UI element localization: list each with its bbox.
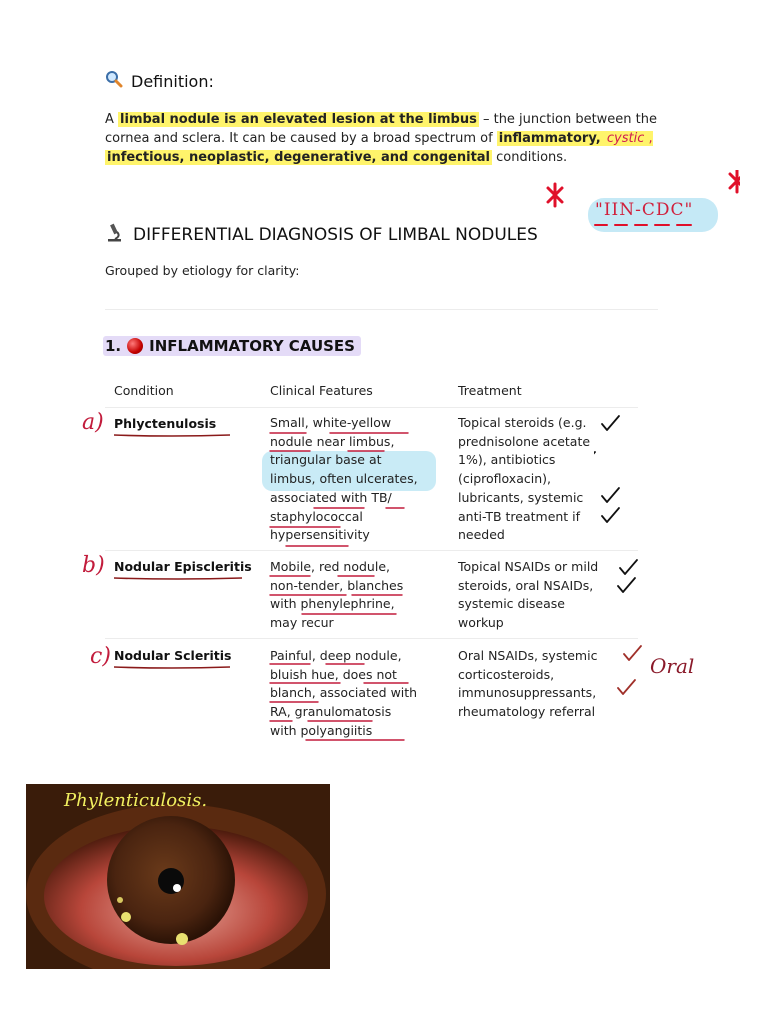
condition-phlyctenulosis: Phlyctenulosis <box>114 416 217 431</box>
feature-line: Small, white-yellow <box>270 415 392 430</box>
treatment-line: anti-TB treatment if <box>458 508 581 524</box>
feature-line: bluish hue, does not <box>270 666 397 682</box>
treatment-line: rheumatology referral <box>458 704 596 720</box>
row-divider <box>105 407 638 408</box>
photo-caption: Phylenticulosis. <box>64 790 208 811</box>
condition-nodular-scleritis: Nodular Scleritis <box>114 648 232 663</box>
annotation-letter-c: c) <box>90 644 111 669</box>
underline <box>112 663 232 671</box>
section-inflammatory-heading <box>103 336 361 356</box>
underline <box>112 431 232 439</box>
treatment-line: 1%), antibiotics <box>458 452 556 468</box>
treatment-line: steroids, oral NSAIDs, <box>458 577 594 593</box>
feature-line: associated with TB/ <box>270 489 392 505</box>
treatment-line: Topical NSAIDs or mild <box>458 559 599 574</box>
annotation-underline <box>590 220 720 230</box>
header-condition: Condition <box>114 383 174 398</box>
annotation-letter-a: a) <box>82 410 104 435</box>
treatment-line: lubricants, systemic <box>458 489 584 505</box>
divider <box>105 309 658 310</box>
section-title: INFLAMMATORY CAUSES <box>149 337 355 355</box>
feature-line: Mobile, red nodule, <box>270 559 390 574</box>
highlight-limbal: limbal nodule is an elevated lesion at the limbus <box>120 112 477 127</box>
feature-line: limbus, often ulcerates, <box>270 471 418 487</box>
underline <box>112 574 244 582</box>
feature-line: may recur <box>270 615 334 631</box>
checkmark-icons <box>594 410 654 710</box>
text: conditions. <box>492 150 568 165</box>
eye-photograph <box>26 784 330 969</box>
header-treatment: Treatment <box>458 383 522 398</box>
treatment-nodular-scleritis <box>458 647 597 722</box>
highlight-infectious: infectious, neoplastic, degenerative, and congenital <box>107 150 491 165</box>
annotation-oral: Oral <box>650 654 695 678</box>
feature-line: hypersensitivity <box>270 527 370 543</box>
treatment-line: workup <box>458 615 504 631</box>
feature-underlines <box>268 425 448 755</box>
feature-line: with phenylephrine, <box>270 596 395 612</box>
differential-subtitle: Grouped by etiology for clarity: <box>105 263 300 278</box>
differential-heading <box>105 222 538 247</box>
microscope-icon <box>105 222 123 247</box>
treatment-line: immunosuppressants, <box>458 685 597 701</box>
differential-title: DIFFERENTIAL DIAGNOSIS OF LIMBAL NODULES <box>133 224 538 245</box>
annotation-letter-b: b) <box>82 553 105 578</box>
condition-nodular-episcleritis: Nodular Episcleritis <box>114 559 252 574</box>
treatment-phlyctenulosis <box>458 414 590 545</box>
treatment-line: corticosteroids, <box>458 666 555 682</box>
definition-text: A limbal nodule is an elevated lesion at the limbus – the junction between the cornea and sclera. It can be caused by a broad spectrum of inflammatory, cystic , infectious, neoplastic, degenerative, and congenital conditions. <box>105 112 658 165</box>
treatment-line: systemic disease <box>458 596 565 612</box>
text: – the junction between the cornea and sclera. It can be caused by a broad spectrum of <box>105 112 658 146</box>
red-circle-icon <box>127 338 143 354</box>
feature-line: nodule near limbus, <box>270 433 395 449</box>
feature-line: Painful, deep nodule, <box>270 648 402 663</box>
treatment-line: Topical steroids (e.g. <box>458 415 587 430</box>
treatment-line: (ciprofloxacin), <box>458 471 551 487</box>
text: A <box>105 112 119 127</box>
treatment-line: Oral NSAIDs, systemic <box>458 648 598 663</box>
feature-line: RA, granulomatosis <box>270 704 392 720</box>
feature-line: non-tender, blanches <box>270 577 404 593</box>
section-number: 1. <box>105 337 122 355</box>
feature-line: blanch, associated with <box>270 685 418 701</box>
definition-title: Definition: <box>131 71 214 91</box>
treatment-line: prednisolone acetate <box>458 433 591 449</box>
feature-line: with polyangiitis <box>270 722 373 738</box>
header-clinical-features: Clinical Features <box>270 383 373 398</box>
highlight-inflammatory: inflammatory, <box>498 131 601 146</box>
annotation-cystic: cystic <box>606 131 645 146</box>
feature-line: staphylococcal <box>270 508 363 524</box>
annotation-iin-cdc: "IIN-CDC" <box>595 200 694 220</box>
feature-line: triangular base at <box>270 452 382 468</box>
treatment-nodular-episcleritis <box>458 558 598 633</box>
definition-heading <box>105 70 214 92</box>
magnifier-icon <box>105 70 123 92</box>
treatment-line: needed <box>458 527 505 543</box>
